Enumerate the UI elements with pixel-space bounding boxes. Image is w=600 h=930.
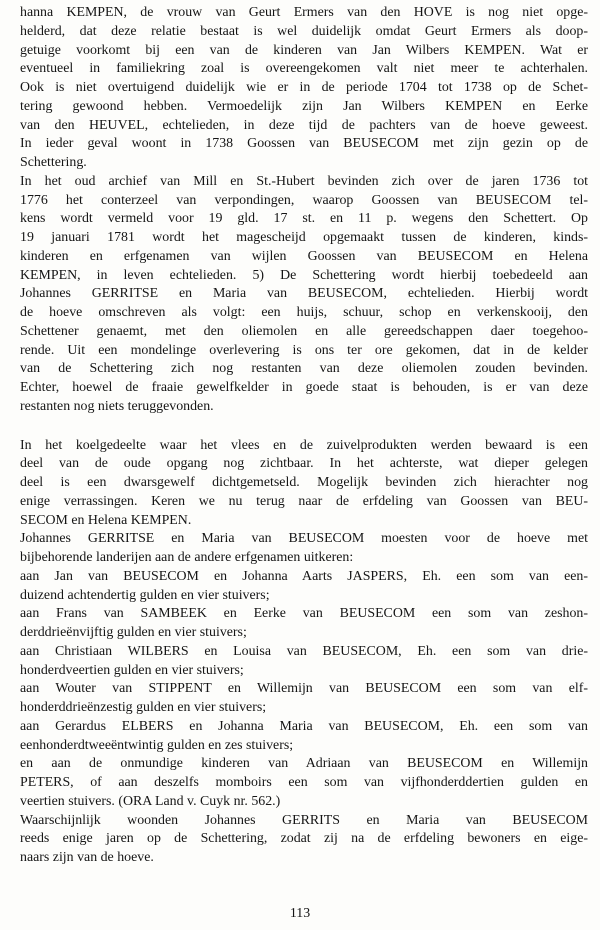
text-line-28: Johannes GERRITSE en Maria van BEUSECOM moesten voor de hoeve met [20, 531, 588, 547]
text-line-40: en aan de onmundige kinderen van Adriaan van BEUSECOM en Willemijn [20, 756, 588, 772]
text-line-3: getuige voorkomt bij een van de kinderen van Jan Wilbers KEMPEN. Wat er [20, 42, 588, 58]
text-line-20: van de Schettering zich nog restanten van deze oliemolen zouden bevinden. [20, 361, 588, 377]
text-line-36: aan Wouter van STIPPENT en Willemijn van BEUSECOM een som van elf- [20, 681, 588, 697]
text-line-45: naars zijn van de hoeve. [20, 850, 154, 865]
text-line-44: reeds enige jaren op de Schettering, zodat zij na de erfdeling bewoners en eige- [20, 831, 588, 847]
text-line-10: In het oud archief van Mill en St.-Hubert bevinden zich over de jaren 1736 tot [20, 173, 588, 189]
text-line-32: aan Frans van SAMBEEK en Eerke van BEUSECOM een som van zeshon- [20, 606, 588, 622]
text-line-15: KEMPEN, in leven echtelieden. 5) De Schettering wordt hierbij toebedeeld aan [20, 267, 588, 283]
text-line-2: helderd, dat deze relatie bestaat is wel duidelijk omdat Geurt Ermers als doop- [20, 23, 588, 39]
text-line-17: de hoeve omschreven als volgt: een huijs, schuur, schop en verkenskooij, den [20, 305, 588, 320]
text-line-11: 1776 het conterzeel van verpondingen, waarop Goossen van BEUSECOM tel- [20, 192, 588, 208]
text-line-29: bijbehorende landerijen aan de andere erfgenamen uitkeren: [20, 550, 354, 565]
text-line-5: Ook is niet overtuigend duidelijk wie er in de periode 1704 tot 1738 op de Schet- [20, 80, 588, 95]
text-line-41: PETERS, of aan deszelfs momboirs een som van vijfhonderddertien gulden en [20, 775, 588, 790]
text-line-42: veertien stuivers. (ORA Land v. Cuyk nr. 562.) [20, 793, 281, 809]
text-line-25: deel is een dwarsgewelf dichtgemetseld. Mogelijk bevinden zich hierachter nog [20, 475, 588, 490]
text-line-33: derddrieënvijftig gulden en vier stuivers; [20, 625, 247, 640]
text-line-4: eventueel in familiekring zoal is overeengekomen valt niet meer te achterhalen. [20, 61, 588, 77]
text-line-39: eenhonderdtweeëntwintig gulden en zes stuivers; [20, 737, 294, 753]
text-line-34: aan Christiaan WILBERS en Louisa van BEUSECOM, Eh. een som van drie- [20, 643, 588, 659]
text-line-13: 19 januari 1781 wordt het magescheijd opgemaakt tussen de kinderen, kinds- [20, 230, 588, 245]
text-line-12: kens wordt vermeld voor 19 gld. 17 st. en 11 p. wegens den Schettert. Op [20, 211, 588, 227]
text-line-24: deel van de oude opgang nog zichtbaar. In het achterste, wat dieper gelegen [20, 456, 588, 472]
text-line-18: Schettener genaemt, met den oliemolen en alle gereedschappen daer toegehoo- [20, 323, 588, 339]
text-line-8: In ieder geval woont in 1738 Goossen van BEUSECOM met zijn gezin op de [20, 136, 588, 152]
text-line-37: honderddrieënzestig gulden en vier stuivers; [20, 700, 267, 715]
text-line-16: Johannes GERRITSE en Maria van BEUSECOM, echtelieden. Hierbij wordt [20, 286, 588, 302]
text-line-43: Waarschijnlijk woonden Johannes GERRITS en Maria van BEUSECOM [20, 812, 588, 828]
body-text [20, 4, 588, 868]
text-line-23: In het koelgedeelte waar het vlees en de zuivelprodukten werden bewaard is een [20, 437, 588, 453]
text-line-38: aan Gerardus ELBERS en Johanna Maria van BEUSECOM, Eh. een som van [20, 718, 588, 734]
text-line-27: SECOM en Helena KEMPEN. [20, 512, 192, 528]
page-number: 113 [289, 906, 311, 921]
text-line-9: Schettering. [20, 155, 87, 170]
text-line-31: duizend achtendertig gulden en vier stuivers; [20, 587, 270, 603]
paragraph-gap [20, 417, 588, 437]
text-line-22: restanten nog niets teruggevonden. [20, 398, 214, 414]
text-line-19: rende. Uit een mondelinge overlevering is ons ter ore gekomen, dat in de kelder [20, 342, 588, 358]
text-line-35: honderdveertien gulden en vier stuivers; [20, 662, 244, 678]
text-line-14: kinderen en erfgenamen van wijlen Goossen van BEUSECOM en Helena [20, 248, 588, 264]
text-line-1: hanna KEMPEN, de vrouw van Geurt Ermers van den HOVE is nog niet opge- [20, 5, 588, 20]
text-line-7: van den HEUVEL, echtelieden, in deze tijd de pachters van de hoeve geweest. [20, 117, 588, 133]
text-line-21: Echter, hoewel de fraaie gewelfkelder in goede staat is behouden, is er van deze [20, 380, 588, 395]
text-line-26: enige verrassingen. Keren we nu terug naar de erfdeling van Goossen van BEU- [20, 493, 588, 509]
text-line-30: aan Jan van BEUSECOM en Johanna Aarts JASPERS, Eh. een som van een- [20, 568, 588, 584]
text-line-6: tering gewoond hebben. Vermoedelijk zijn Jan Wilbers KEMPEN en Eerke [20, 98, 588, 114]
